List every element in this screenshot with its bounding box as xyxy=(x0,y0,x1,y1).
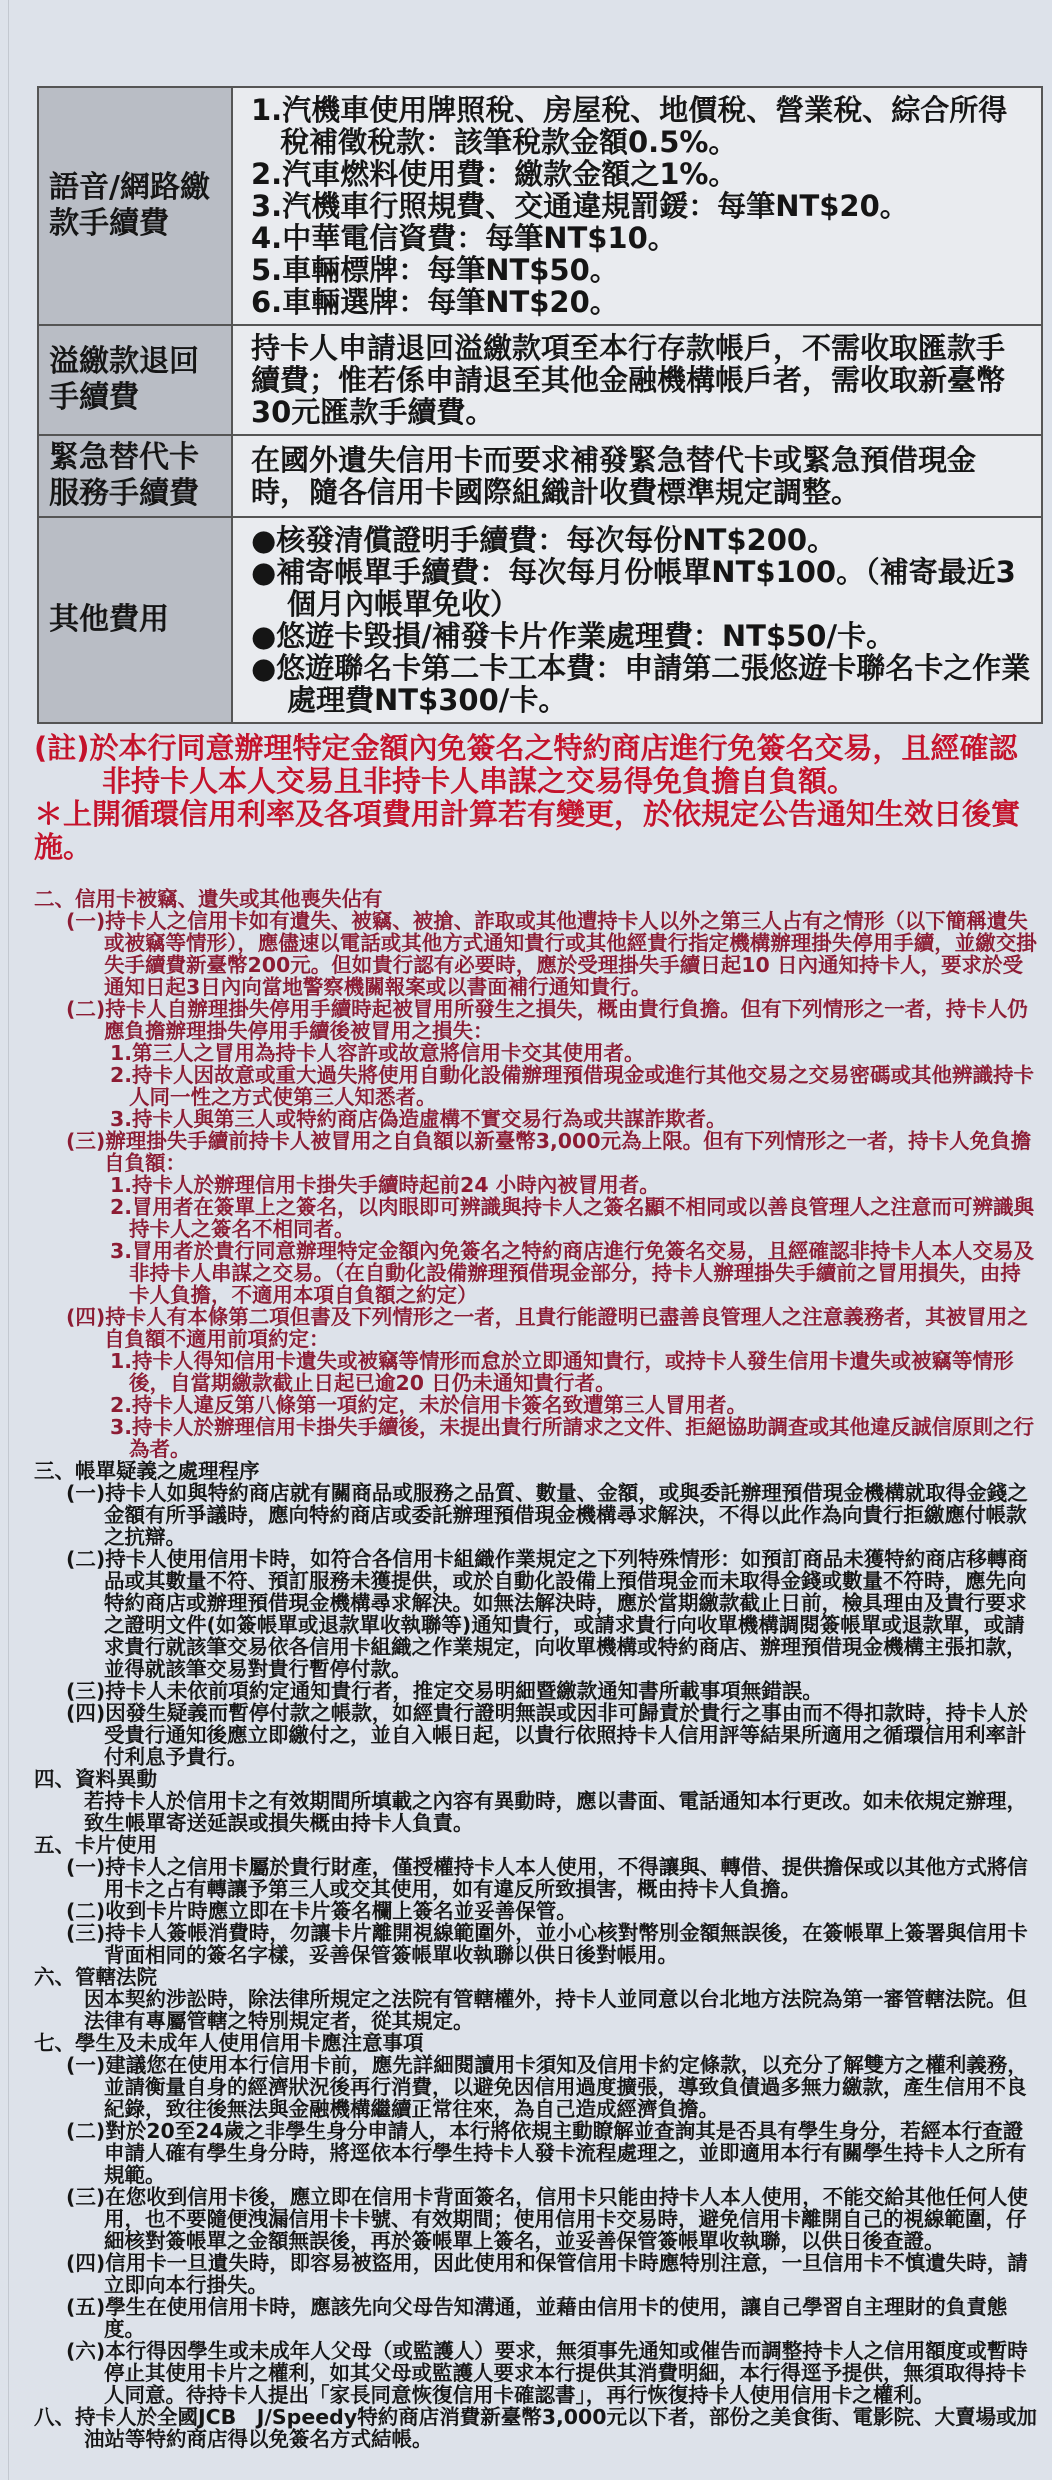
clause: (一)持卡人如與特約商店就有關商品或服務之品質、數量、金額，或與委託辦理預借現金機構就取得金錢之金額有所爭議時，應向特約商店或委託辦理預借現金機構尋求解決，不得以此作為向貴行拒繳應付帳款之抗辯。 xyxy=(66,1481,1028,1549)
fee-content xyxy=(232,517,1042,723)
clause: (二)收到卡片時應立即在卡片簽名欄上簽名並妥善保管。 xyxy=(66,1899,577,1923)
fee-line: 2.汽車燃料使用費：繳款金額之1%。 xyxy=(251,157,738,191)
section-body: 因本契約涉訟時，除法律所規定之法院有管轄權外，持卡人並同意以台北地方法院為第一審管轄法院。但法律有專屬管轄之特別規定者，從其規定。 xyxy=(84,1987,1027,2033)
clause: (二)對於20至24歲之非學生身分申請人，本行將依規主動瞭解並查詢其是否具有學生身分，若經本行查證申請人確有學生身分時，將逕依本行學生持卡人發卡流程處理之，並即適用本行有關學生持卡人之所有規範。 xyxy=(66,2119,1027,2187)
fee-line: ●核發清償證明手續費：每次每份NT$200。 xyxy=(251,523,837,557)
fee-line: ●補寄帳單手續費：每次每月份帳單NT$100。（補寄最近3個月內帳單免收） xyxy=(251,555,1016,621)
fee-table xyxy=(37,86,1043,724)
clause: (四)持卡人有本條第二項但書及下列情形之一者，且貴行能證明已盡善良管理人之注意義務者，其被冒用之自負額不適用前項約定： xyxy=(66,1305,1028,1351)
terms-sections xyxy=(34,888,1039,2450)
clause: (二)持卡人使用信用卡時，如符合各信用卡組織作業規定之下列特殊情形：如預訂商品未獲特約商店移轉商品或其數量不符、預訂服務未獲提供，或於自動化設備上預借現金而未取得金錢或數量不符時，應先向特約商店或辦理預借現金機構尋求解決。如無法解決時，應於當期繳款截止日前，檢具理由及貴行要求之證明文件(如簽帳單或退款單收執聯等)通知貴行，或請求貴行向收單機構調閱簽帳單或退款單，或請求貴行就該筆交易依各信用卡組織之作業規定，向收單機構或特約商店、辦理預借現金機構主張扣款，並得就該筆交易對貴行暫停付款。 xyxy=(66,1547,1028,1681)
fee-label: 語音/網路繳款手續費 xyxy=(38,87,232,325)
section-title: 二、信用卡被竊、遺失或其他喪失佔有 xyxy=(34,887,383,911)
sub-clause: 3.持卡人於辦理信用卡掛失手續後，未提出貴行所請求之文件、拒絕協助調查或其他違反誠信原則之行為者。 xyxy=(110,1415,1035,1461)
fee-line: 6.車輛選牌：每筆NT$20。 xyxy=(251,285,619,319)
section-title: 八、持卡人於全國JCB J/Speedy特約商店消費新臺幣3,000元以下者，部份之美食街、電影院、大賣場或加油站等特約商店得以免簽名方式結帳。 xyxy=(34,2405,1038,2451)
fee-row-voice-web-payment-fee xyxy=(38,87,1042,325)
sub-clause: 1.持卡人得知信用卡遺失或被竊等情形而怠於立即通知貴行，或持卡人發生信用卡遺失或被竊等情形後，自當期繳款截止日起已逾20 日仍未通知貴行者。 xyxy=(110,1349,1014,1395)
clause: (二)持卡人自辦理掛失停用手續時起被冒用所發生之損失，概由貴行負擔。但有下列情形之一者，持卡人仍應負擔辦理掛失停用手續後被冒用之損失： xyxy=(66,997,1028,1043)
section-body: 若持卡人於信用卡之有效期間所填載之內容有異動時，應以書面、電話通知本行更改。如未依規定辦理，致生帳單寄送延誤或損失概由持卡人負責。 xyxy=(84,1789,1027,1835)
fee-row-other-fees xyxy=(38,517,1042,723)
clause: (四)因發生疑義而暫停付款之帳款，如經貴行證明無誤或因非可歸責於貴行之事由而不得扣款時，持卡人於受貴行通知後應立即繳付之，並自入帳日起，以貴行依照持卡人信用評等結果所適用之循環信用利率計付利息予貴行。 xyxy=(66,1701,1028,1769)
section-title: 六、管轄法院 xyxy=(34,1965,157,1989)
fee-line: 5.車輛標牌：每筆NT$50。 xyxy=(251,253,619,287)
sub-clause: 1.第三人之冒用為持卡人容許或故意將信用卡交其使用者。 xyxy=(110,1041,645,1065)
fee-line: 持卡人申請退回溢繳款項至本行存款帳戶，不需收取匯款手續費；惟若係申請退至其他金融機構帳戶者，需收取新臺幣30元匯款手續費。 xyxy=(251,331,1006,429)
fee-content xyxy=(232,435,1042,517)
fee-content xyxy=(232,87,1042,325)
sub-clause: 3.持卡人與第三人或特約商店偽造虛構不實交易行為或共謀詐欺者。 xyxy=(110,1107,727,1131)
fee-label: 溢繳款退回手續費 xyxy=(38,325,232,435)
section-title: 五、卡片使用 xyxy=(34,1833,157,1857)
terms-section xyxy=(34,1460,1039,1768)
clause: (三)在您收到信用卡後，應立即在信用卡背面簽名，信用卡只能由持卡人本人使用，不能交給其他任何人使用，也不要隨便洩漏信用卡卡號、有效期間；使用信用卡交易時，避免信用卡離開自己的視線範圍，仔細核對簽帳單之金額無誤後，再於簽帳單上簽名，並妥善保管簽帳單收執聯，以供日後查證。 xyxy=(66,2185,1028,2253)
clause: (一)建議您在使用本行信用卡前，應先詳細閱讀用卡須知及信用卡約定條款，以充分了解雙方之權利義務，並請衡量自身的經濟狀況後再行消費，以避免因信用過度擴張，導致負債過多無力繳款，產生信用不良紀錄，致往後無法與金融機構繼續正常往來，為自己造成經濟負擔。 xyxy=(66,2053,1028,2121)
clause: (一)持卡人之信用卡屬於貴行財產，僅授權持卡人本人使用，不得讓與、轉借、提供擔保或以其他方式將信用卡之占有轉讓予第三人或交其使用，如有違反所致損害，概由持卡人負擔。 xyxy=(66,1855,1028,1901)
sub-clause: 2.持卡人因故意或重大過失將使用自動化設備辦理預借現金或進行其他交易之交易密碼或其他辨識持卡人同一性之方式使第三人知悉者。 xyxy=(110,1063,1035,1109)
section-title: 七、學生及未成年人使用信用卡應注意事項 xyxy=(34,2031,424,2055)
clause: (五)學生在使用信用卡時，應該先向父母告知溝通，並藉由信用卡的使用，讓自己學習自主理財的負責態度。 xyxy=(66,2295,1008,2341)
fee-label: 緊急替代卡服務手續費 xyxy=(38,435,232,517)
section-title: 四、資料異動 xyxy=(34,1767,157,1791)
fee-line: 4.中華電信資費：每筆NT$10。 xyxy=(251,221,677,255)
section-title: 三、帳單疑義之處理程序 xyxy=(34,1459,260,1483)
clause: (六)本行得因學生或未成年人父母（或監護人）要求，無須事先通知或催告而調整持卡人之信用額度或暫時停止其使用卡片之權利，如其父母或監護人要求本行提供其消費明細，本行得逕予提供，無須取得持卡人同意。待持卡人提出「家長同意恢復信用卡確認書」，再行恢復持卡人使用信用卡之權利。 xyxy=(66,2339,1028,2407)
clause: (四)信用卡一旦遺失時，即容易被盜用，因此使用和保管信用卡時應特別注意，一旦信用卡不慎遺失時，請立即向本行掛失。 xyxy=(66,2251,1028,2297)
fee-line: ●悠遊聯名卡第二卡工本費：申請第二張悠遊卡聯名卡之作業處理費NT$300/卡。 xyxy=(251,651,1031,717)
fee-content xyxy=(232,325,1042,435)
sub-clause: 2.冒用者在簽單上之簽名，以肉眼即可辨識與持卡人之簽名顯不相同或以善良管理人之注意而可辨識與持卡人之簽名不相同者。 xyxy=(110,1195,1035,1241)
note-no-signature: (註)於本行同意辦理特定金額內免簽名之特約商店進行免簽名交易，且經確認非持卡人本人交易且非持卡人串謀之交易得免負擔自負額。 xyxy=(34,731,1018,798)
sub-clause: 2.持卡人違反第八條第一項約定，未於信用卡簽名致遭第三人冒用者。 xyxy=(110,1393,748,1417)
note-rate-change: ＊上開循環信用利率及各項費用計算若有變更，於依規定公告通知生效日後實施。 xyxy=(34,797,1021,864)
terms-section xyxy=(34,1768,1039,1834)
fee-line: ●悠遊卡毀損/補發卡片作業處理費：NT$50/卡。 xyxy=(251,619,896,653)
fee-row-emergency-card-fee xyxy=(38,435,1042,517)
clause: (三)辦理掛失手續前持卡人被冒用之自負額以新臺幣3,000元為上限。但有下列情形之一者，持卡人免負擔自負額： xyxy=(66,1129,1032,1175)
terms-section xyxy=(34,1966,1039,2032)
fee-line: 3.汽機車行照規費、交通違規罰鍰：每筆NT$20。 xyxy=(251,189,909,223)
terms-section xyxy=(34,2032,1039,2406)
clause: (三)持卡人未依前項約定通知貴行者，推定交易明細暨繳款通知書所載事項無錯誤。 xyxy=(66,1679,823,1703)
fee-line: 在國外遺失信用卡而要求補發緊急替代卡或緊急預借現金時，隨各信用卡國際組織計收費標準規定調整。 xyxy=(251,443,977,509)
fee-line: 1.汽機車使用牌照稅、房屋稅、地價稅、營業稅、綜合所得稅補徵稅款：該筆稅款金額0.5%。 xyxy=(251,93,1008,159)
clause: (三)持卡人簽帳消費時，勿讓卡片離開視線範圍外，並小心核對幣別金額無誤後，在簽帳單上簽署與信用卡背面相同的簽名字樣，妥善保管簽帳單收執聯以供日後對帳用。 xyxy=(66,1921,1028,1967)
terms-section xyxy=(34,2406,1039,2450)
fee-label: 其他費用 xyxy=(38,517,232,723)
clause: (一)持卡人之信用卡如有遺失、被竊、被搶、詐取或其他遭持卡人以外之第三人占有之情形（以下簡稱遺失或被竊等情形），應儘速以電話或其他方式通知貴行或其他經貴行指定機構辦理掛失停用手續，並繳交掛失手續費新臺幣200元。但如貴行認有必要時，應於受理掛失手續日起10 日內通知持卡人，要求於受通知日起3日內向當地警察機關報案或以書面補行通知貴行。 xyxy=(66,909,1037,999)
terms-section xyxy=(34,888,1039,1460)
terms-section xyxy=(34,1834,1039,1966)
fee-row-overpayment-refund-fee xyxy=(38,325,1042,435)
sub-clause: 1.持卡人於辦理信用卡掛失手續時起前24 小時內被冒用者。 xyxy=(110,1173,660,1197)
sub-clause: 3.冒用者於貴行同意辦理特定金額內免簽名之特約商店進行免簽名交易，且經確認非持卡人本人交易及非持卡人串謀之交易。（在自動化設備辦理預借現金部分，持卡人辦理掛失手續前之冒用損失，由持卡人負擔，不適用本項自負額之約定） xyxy=(110,1239,1035,1307)
notes xyxy=(34,732,1046,864)
